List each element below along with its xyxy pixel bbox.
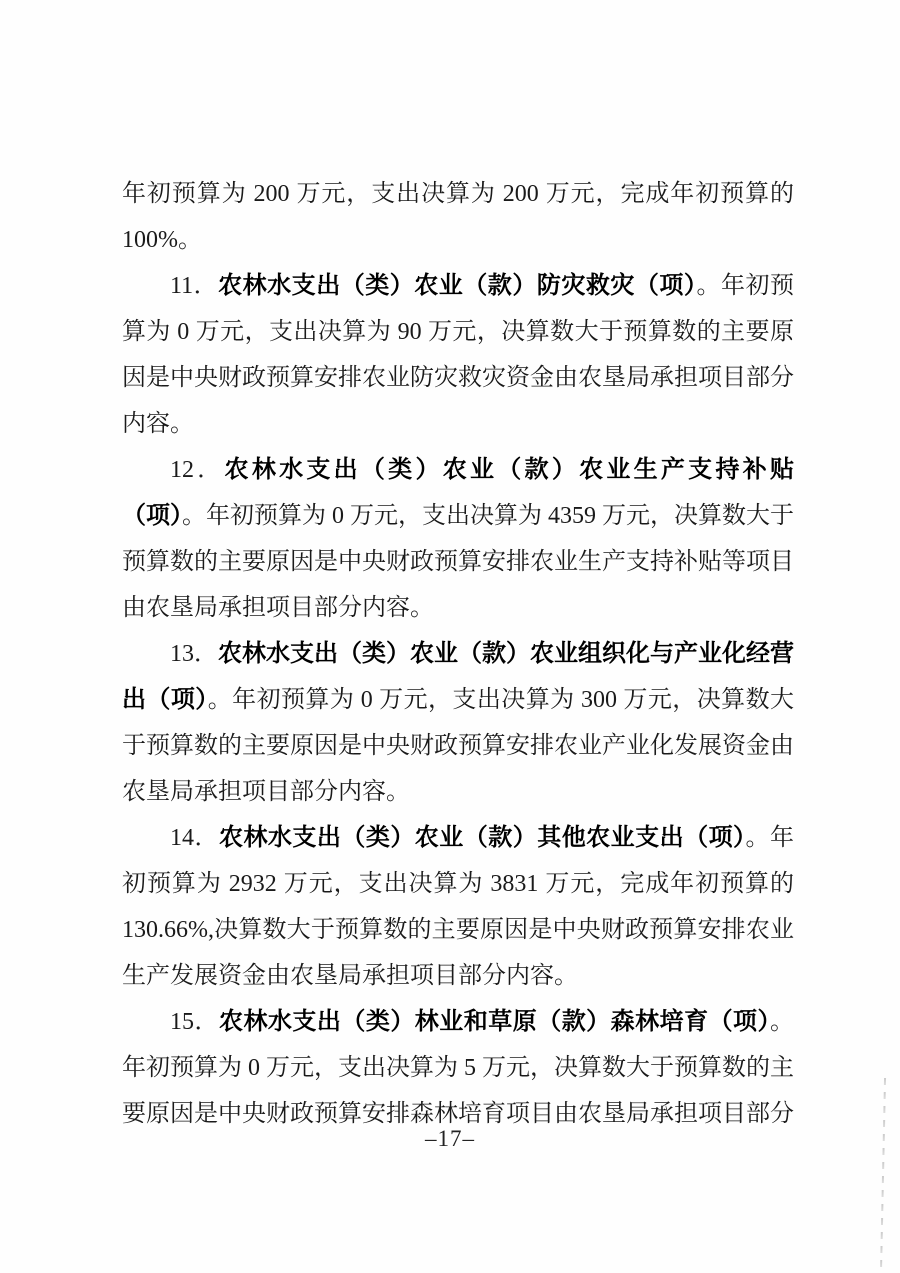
- paragraph-item-15: [122, 999, 794, 1137]
- body-text: 。年初预算为 2932 万元，支出决算为 3831 万元，完成年初预算的130.66%,决算数大于预算数的主要原因是中央财政预算安排农业生产发展资金由农垦局承担项目部分内容。: [122, 825, 795, 989]
- body-text: 。年初预算为 0 万元，支出决算为 90 万元，决算数大于预算数的主要原因是中央财政预算安排农业防灾救灾资金由农垦局承担项目部分内容。: [122, 273, 794, 437]
- scan-artifact-line: [880, 1078, 886, 1273]
- paragraph-item-12: [122, 447, 794, 631]
- body-text: 。年初预算为 0 万元，支出决算为 300 万元，决算数大于预算数的主要原因是中央财政预算安排农业产业化发展资金由农垦局承担项目部分内容。: [122, 687, 795, 805]
- body-text: 。年初预算为 0 万元，支出决算为 5 万元，决算数大于预算数的主要原因是中央财政预算安排森林培育项目由农垦局承担项目部分: [122, 1009, 795, 1127]
- item-heading: 农林水支出（类）农业（款）防灾救灾（项）: [218, 273, 697, 299]
- body-text: 11．: [170, 273, 219, 299]
- item-heading: 农林水支出（类）农业（款）农业生产支持补贴（项）: [122, 457, 794, 529]
- body-text: 年初预算为 200 万元，支出决算为 200 万元，完成年初预算的100%。: [122, 181, 794, 253]
- item-heading: 农林水支出（类）农业（款）农业组织化与产业化经营出（项）: [122, 641, 794, 713]
- body-text: 15．: [170, 1009, 219, 1035]
- paragraph-carryover: [122, 171, 794, 263]
- paragraph-item-13: [122, 631, 794, 815]
- item-heading: 农林水支出（类）农业（款）其他农业支出（项）: [218, 825, 746, 851]
- body-text: 12．: [170, 457, 225, 483]
- body-text: 14．: [170, 825, 219, 851]
- document-body: [122, 171, 794, 1137]
- paragraph-item-14: [122, 815, 794, 999]
- body-text: 。年初预算为 0 万元，支出决算为 4359 万元，决算数大于预算数的主要原因是中央财政预算安排农业生产支持补贴等项目由农垦局承担项目部分内容。: [122, 503, 794, 621]
- body-text: 13．: [170, 641, 218, 667]
- item-heading: 农林水支出（类）林业和草原（款）森林培育（项）: [218, 1009, 771, 1035]
- page-number: –17–: [425, 1126, 475, 1151]
- paragraph-item-11: [122, 263, 794, 447]
